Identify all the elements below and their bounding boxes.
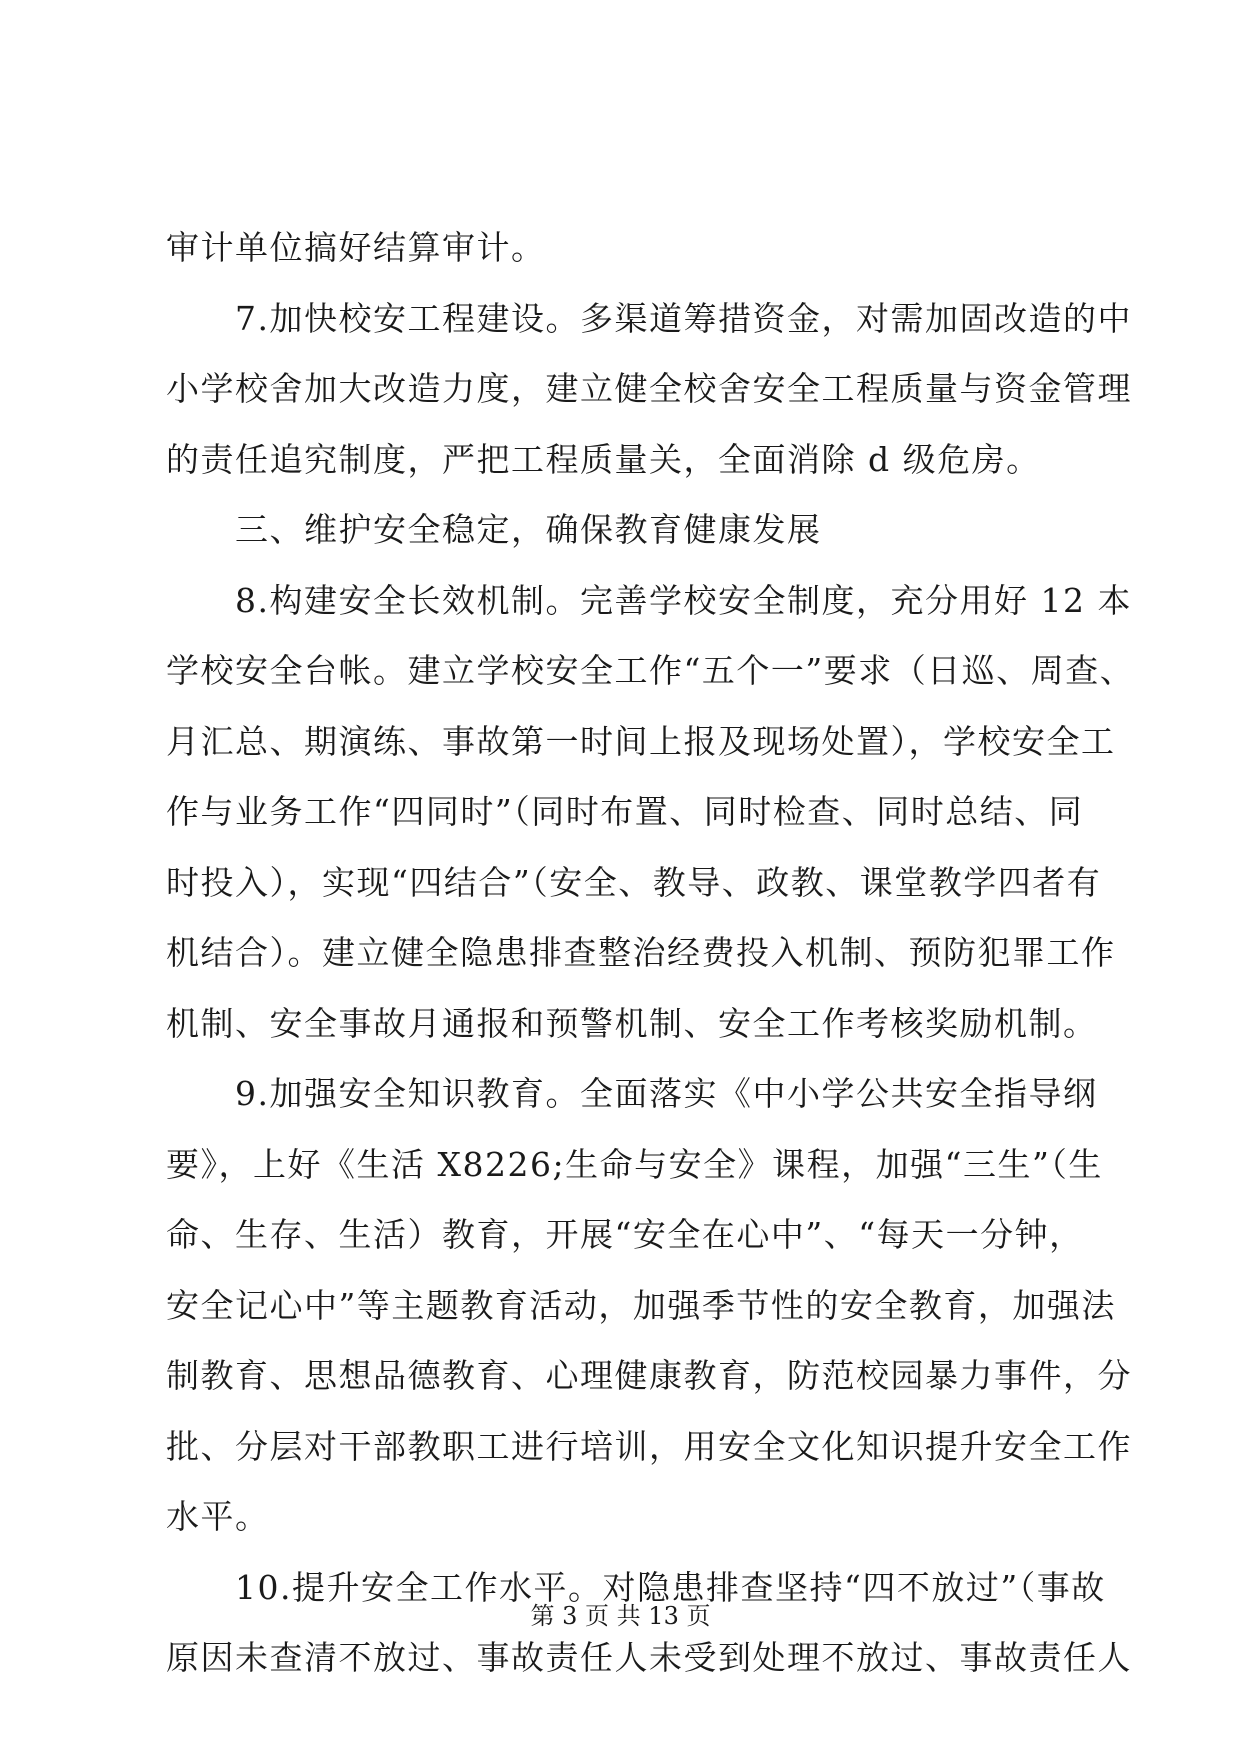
- text-line: 时投入），实现“四结合”（安全、教导、政教、课堂教学四者有: [166, 862, 1102, 902]
- text-line: 学校安全台帐。建立学校安全工作“五个一”要求（日巡、周查、: [166, 651, 1135, 690]
- text-line: 月汇总、期演练、事故第一时间上报及现场处置），学校安全工: [166, 721, 1116, 761]
- text-line: 原因未查清不放过、事故责任人未受到处理不放过、事故责任人: [166, 1638, 1132, 1677]
- text-line: 8.构建安全长效机制。完善学校安全制度，充分用好 12 本: [166, 580, 1132, 620]
- text-line: 要》，上好《生活 X8226;生命与安全》课程，加强“三生”（生: [166, 1144, 1103, 1184]
- text-line: 9.加强安全知识教育。全面落实《中小学公共安全指导纲: [166, 1074, 1098, 1113]
- text-line: 作与业务工作“四同时”（同时布置、同时检查、同时总结、同: [166, 792, 1084, 831]
- page-number: 第 3 页 共 13 页: [530, 1602, 711, 1630]
- section-heading: 三、维护安全稳定，确保教育健康发展: [166, 510, 822, 549]
- text-line: 10.提升安全工作水平。对隐患排查坚持“四不放过”（事故: [166, 1567, 1106, 1607]
- text-line: 制教育、思想品德教育、心理健康教育，防范校园暴力事件，分: [166, 1356, 1132, 1395]
- text-line: 安全记心中”等主题教育活动，加强季节性的安全教育，加强法: [166, 1285, 1116, 1325]
- text-line: 机制、安全事故月通报和预警机制、安全工作考核奖励机制。: [166, 1003, 1098, 1043]
- body-text: [166, 226, 1135, 1707]
- text-line: 小学校舍加大改造力度，建立健全校舍安全工程质量与资金管理: [166, 369, 1132, 408]
- page-footer: [0, 1600, 1241, 1632]
- text-line: 的责任追究制度，严把工程质量关，全面消除 d 级危房。: [166, 439, 1041, 479]
- text-line: 7.加快校安工程建设。多渠道筹措资金，对需加固改造的中: [166, 298, 1132, 338]
- text-line: 水平。: [166, 1497, 270, 1536]
- text-line: 审计单位搞好结算审计。: [166, 228, 546, 267]
- text-line: 批、分层对干部教职工进行培训，用安全文化知识提升安全工作: [166, 1426, 1132, 1466]
- text-line: 命、生存、生活）教育，开展“安全在心中”、“每天一分钟，: [166, 1215, 1084, 1254]
- text-line: 机结合）。建立健全隐患排查整治经费投入机制、预防犯罪工作: [166, 933, 1116, 972]
